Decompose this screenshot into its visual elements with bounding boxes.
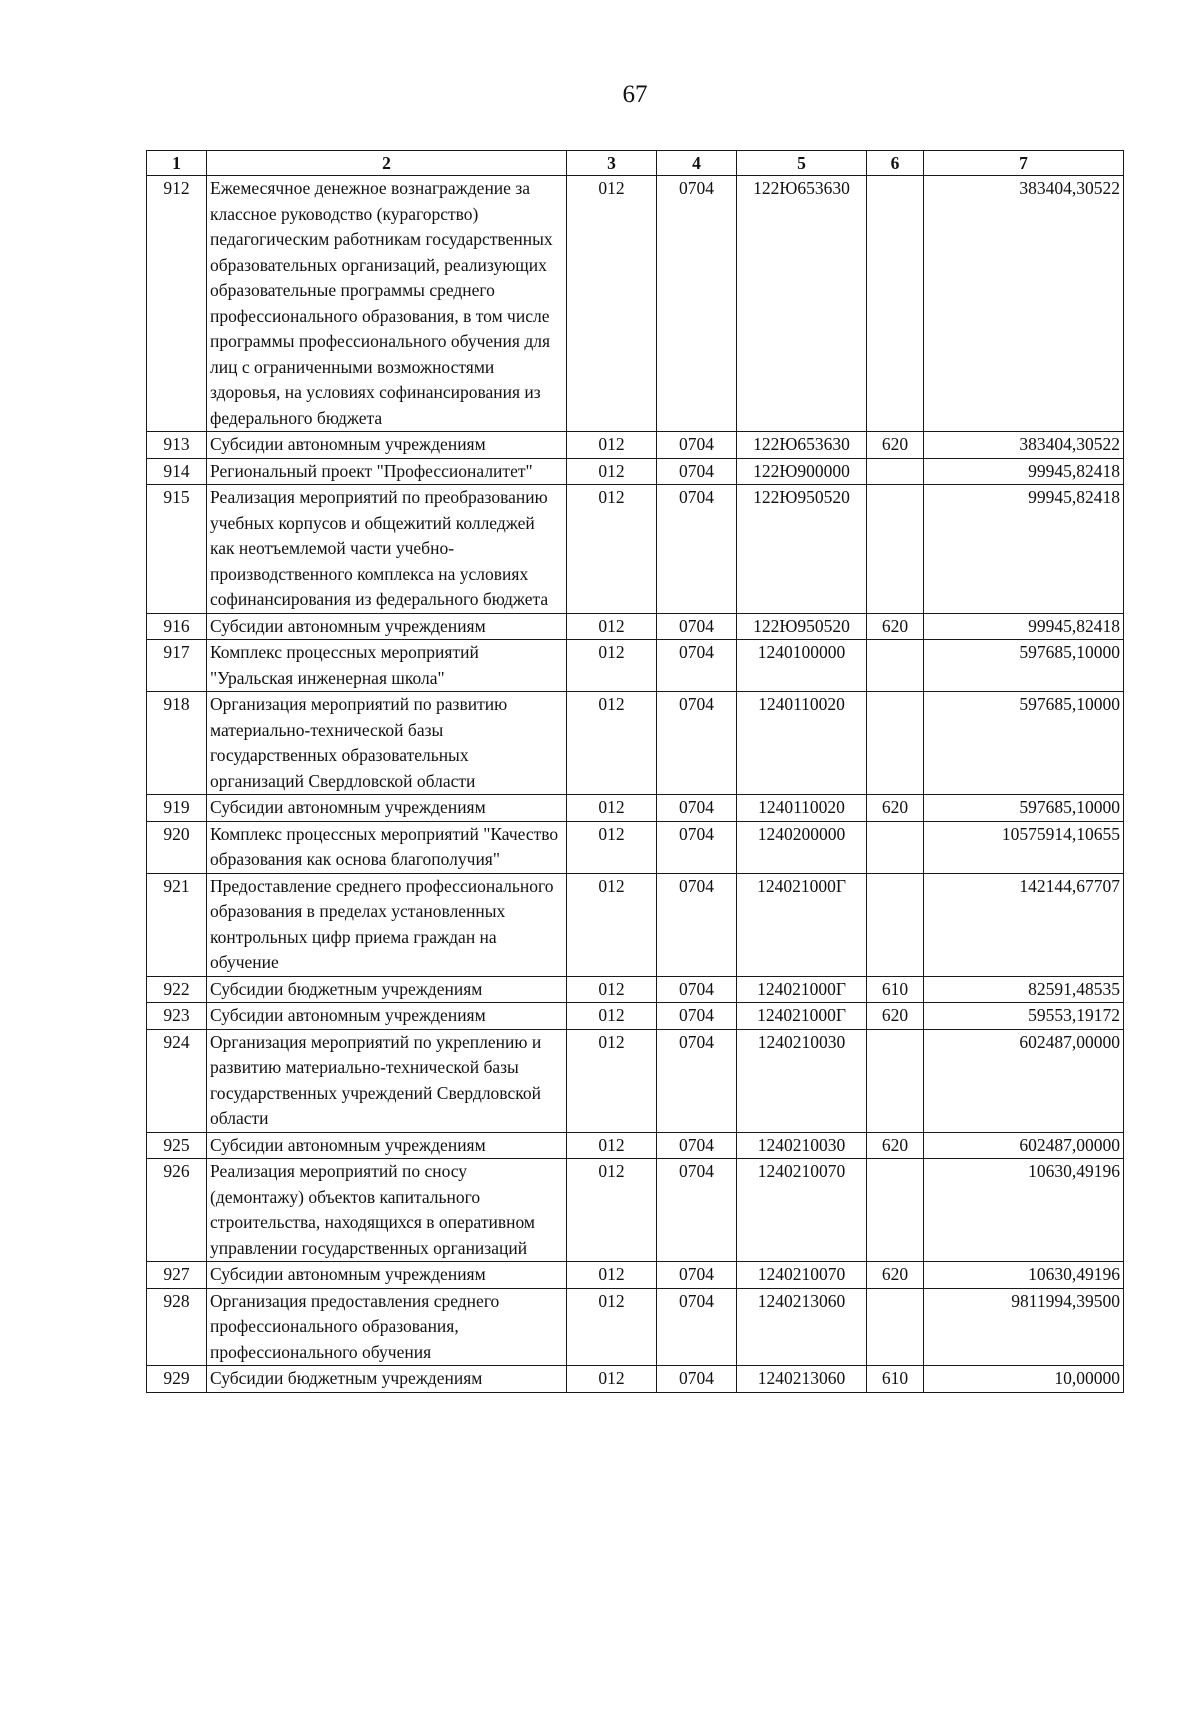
cell-section-code: 0704 bbox=[657, 613, 737, 640]
cell-section-code: 0704 bbox=[657, 458, 737, 485]
cell-amount: 10,00000 bbox=[924, 1366, 1124, 1393]
cell-amount: 142144,67707 bbox=[924, 873, 1124, 976]
cell-row-number: 920 bbox=[147, 821, 207, 873]
cell-target-article-code: 1240110020 bbox=[737, 692, 867, 795]
cell-item-name: Субсидии автономным учреждениям bbox=[207, 1003, 567, 1030]
cell-target-article-code: 1240213060 bbox=[737, 1288, 867, 1366]
cell-row-number: 919 bbox=[147, 795, 207, 822]
cell-expense-type-code: 610 bbox=[867, 1366, 924, 1393]
cell-amount: 597685,10000 bbox=[924, 795, 1124, 822]
cell-expense-type-code: 620 bbox=[867, 432, 924, 459]
cell-department-code: 012 bbox=[567, 692, 657, 795]
cell-item-name: Субсидии автономным учреждениям bbox=[207, 613, 567, 640]
cell-expense-type-code bbox=[867, 1159, 924, 1262]
cell-target-article-code: 122Ю653630 bbox=[737, 432, 867, 459]
cell-department-code: 012 bbox=[567, 176, 657, 432]
cell-amount: 9811994,39500 bbox=[924, 1288, 1124, 1366]
cell-expense-type-code: 620 bbox=[867, 795, 924, 822]
cell-section-code: 0704 bbox=[657, 1366, 737, 1393]
cell-section-code: 0704 bbox=[657, 1029, 737, 1132]
cell-expense-type-code: 610 bbox=[867, 976, 924, 1003]
cell-target-article-code: 1240210070 bbox=[737, 1262, 867, 1289]
cell-target-article-code: 122Ю900000 bbox=[737, 458, 867, 485]
column-header: 6 bbox=[867, 151, 924, 176]
cell-department-code: 012 bbox=[567, 1159, 657, 1262]
cell-row-number: 929 bbox=[147, 1366, 207, 1393]
table-row bbox=[147, 795, 1124, 822]
cell-target-article-code: 1240200000 bbox=[737, 821, 867, 873]
cell-target-article-code: 1240210030 bbox=[737, 1029, 867, 1132]
page-number: 67 bbox=[622, 81, 648, 108]
cell-target-article-code: 124021000Г bbox=[737, 873, 867, 976]
cell-row-number: 923 bbox=[147, 1003, 207, 1030]
table-row bbox=[147, 1132, 1124, 1159]
cell-target-article-code: 122Ю653630 bbox=[737, 176, 867, 432]
table-row bbox=[147, 1262, 1124, 1289]
cell-expense-type-code: 620 bbox=[867, 1132, 924, 1159]
cell-item-name: Реализация мероприятий по сносу (демонтажу) объектов капитального строительства, находящихся в оперативном управлении государственных организаций bbox=[207, 1159, 567, 1262]
table-row bbox=[147, 1366, 1124, 1393]
table-row bbox=[147, 692, 1124, 795]
cell-item-name: Региональный проект "Профессионалитет" bbox=[207, 458, 567, 485]
cell-department-code: 012 bbox=[567, 976, 657, 1003]
cell-section-code: 0704 bbox=[657, 432, 737, 459]
cell-target-article-code: 1240210070 bbox=[737, 1159, 867, 1262]
cell-row-number: 921 bbox=[147, 873, 207, 976]
cell-department-code: 012 bbox=[567, 873, 657, 976]
cell-item-name: Предоставление среднего профессионального образования в пределах установленных контрольных цифр приема граждан на обучение bbox=[207, 873, 567, 976]
cell-expense-type-code bbox=[867, 1288, 924, 1366]
cell-target-article-code: 124021000Г bbox=[737, 1003, 867, 1030]
cell-item-name: Организация мероприятий по укреплению и развитию материально-технической базы государственных учреждений Свердловской области bbox=[207, 1029, 567, 1132]
cell-item-name: Организация предоставления среднего профессионального образования, профессионального обучения bbox=[207, 1288, 567, 1366]
cell-section-code: 0704 bbox=[657, 1003, 737, 1030]
cell-item-name: Субсидии бюджетным учреждениям bbox=[207, 1366, 567, 1393]
cell-department-code: 012 bbox=[567, 458, 657, 485]
cell-row-number: 925 bbox=[147, 1132, 207, 1159]
cell-row-number: 927 bbox=[147, 1262, 207, 1289]
table-row bbox=[147, 432, 1124, 459]
table-row bbox=[147, 821, 1124, 873]
cell-department-code: 012 bbox=[567, 485, 657, 614]
cell-item-name: Ежемесячное денежное вознаграждение за классное руководство (курагорство) педагогическим работникам государственных образовательных организаций, реализующих образовательные программы среднего профессионального образования, в том числе программы профессионального обучения для лиц с ограниченными возможностями здоровья, на условиях софинансирования из федерального бюджета bbox=[207, 176, 567, 432]
cell-item-name: Организация мероприятий по развитию материально-технической базы государственных образовательных организаций Свердловской области bbox=[207, 692, 567, 795]
cell-row-number: 926 bbox=[147, 1159, 207, 1262]
table-row bbox=[147, 1159, 1124, 1262]
column-header: 1 bbox=[147, 151, 207, 176]
cell-department-code: 012 bbox=[567, 432, 657, 459]
cell-department-code: 012 bbox=[567, 613, 657, 640]
cell-amount: 602487,00000 bbox=[924, 1132, 1124, 1159]
cell-section-code: 0704 bbox=[657, 176, 737, 432]
table-header-row bbox=[147, 151, 1124, 176]
cell-amount: 10630,49196 bbox=[924, 1159, 1124, 1262]
cell-expense-type-code: 620 bbox=[867, 1262, 924, 1289]
cell-department-code: 012 bbox=[567, 1288, 657, 1366]
cell-item-name: Субсидии автономным учреждениям bbox=[207, 1132, 567, 1159]
table-row bbox=[147, 873, 1124, 976]
cell-amount: 597685,10000 bbox=[924, 640, 1124, 692]
cell-item-name: Комплекс процессных мероприятий "Качество образования как основа благополучия" bbox=[207, 821, 567, 873]
cell-row-number: 918 bbox=[147, 692, 207, 795]
cell-row-number: 912 bbox=[147, 176, 207, 432]
budget-table bbox=[146, 150, 1124, 1393]
cell-amount: 10575914,10655 bbox=[924, 821, 1124, 873]
cell-expense-type-code: 620 bbox=[867, 1003, 924, 1030]
cell-section-code: 0704 bbox=[657, 692, 737, 795]
cell-department-code: 012 bbox=[567, 1029, 657, 1132]
cell-department-code: 012 bbox=[567, 1003, 657, 1030]
column-header: 3 bbox=[567, 151, 657, 176]
table-row bbox=[147, 976, 1124, 1003]
cell-section-code: 0704 bbox=[657, 485, 737, 614]
cell-expense-type-code bbox=[867, 640, 924, 692]
cell-department-code: 012 bbox=[567, 821, 657, 873]
cell-section-code: 0704 bbox=[657, 795, 737, 822]
cell-amount: 99945,82418 bbox=[924, 458, 1124, 485]
table-row bbox=[147, 1003, 1124, 1030]
cell-target-article-code: 124021000Г bbox=[737, 976, 867, 1003]
table-row bbox=[147, 1288, 1124, 1366]
cell-row-number: 922 bbox=[147, 976, 207, 1003]
cell-department-code: 012 bbox=[567, 640, 657, 692]
cell-amount: 99945,82418 bbox=[924, 613, 1124, 640]
cell-expense-type-code bbox=[867, 485, 924, 614]
column-header: 4 bbox=[657, 151, 737, 176]
cell-item-name: Реализация мероприятий по преобразованию учебных корпусов и общежитий колледжей как неотъемлемой части учебно-производственного комплекса на условиях софинансирования из федерального бюджета bbox=[207, 485, 567, 614]
table-row bbox=[147, 1029, 1124, 1132]
cell-amount: 383404,30522 bbox=[924, 176, 1124, 432]
cell-department-code: 012 bbox=[567, 1262, 657, 1289]
cell-expense-type-code bbox=[867, 873, 924, 976]
cell-target-article-code: 1240213060 bbox=[737, 1366, 867, 1393]
cell-amount: 10630,49196 bbox=[924, 1262, 1124, 1289]
cell-row-number: 917 bbox=[147, 640, 207, 692]
cell-section-code: 0704 bbox=[657, 1159, 737, 1262]
cell-expense-type-code bbox=[867, 176, 924, 432]
column-header: 7 bbox=[924, 151, 1124, 176]
cell-row-number: 914 bbox=[147, 458, 207, 485]
cell-item-name: Субсидии автономным учреждениям bbox=[207, 1262, 567, 1289]
cell-department-code: 012 bbox=[567, 795, 657, 822]
cell-amount: 82591,48535 bbox=[924, 976, 1124, 1003]
cell-item-name: Субсидии автономным учреждениям bbox=[207, 432, 567, 459]
cell-item-name: Субсидии автономным учреждениям bbox=[207, 795, 567, 822]
cell-department-code: 012 bbox=[567, 1132, 657, 1159]
cell-row-number: 928 bbox=[147, 1288, 207, 1366]
cell-target-article-code: 1240110020 bbox=[737, 795, 867, 822]
cell-row-number: 913 bbox=[147, 432, 207, 459]
cell-expense-type-code: 620 bbox=[867, 613, 924, 640]
cell-expense-type-code bbox=[867, 821, 924, 873]
cell-row-number: 915 bbox=[147, 485, 207, 614]
cell-target-article-code: 1240100000 bbox=[737, 640, 867, 692]
cell-section-code: 0704 bbox=[657, 1288, 737, 1366]
cell-section-code: 0704 bbox=[657, 976, 737, 1003]
cell-section-code: 0704 bbox=[657, 640, 737, 692]
cell-amount: 602487,00000 bbox=[924, 1029, 1124, 1132]
cell-expense-type-code bbox=[867, 458, 924, 485]
cell-amount: 59553,19172 bbox=[924, 1003, 1124, 1030]
cell-target-article-code: 122Ю950520 bbox=[737, 485, 867, 614]
column-header: 2 bbox=[207, 151, 567, 176]
cell-target-article-code: 1240210030 bbox=[737, 1132, 867, 1159]
cell-row-number: 916 bbox=[147, 613, 207, 640]
cell-amount: 99945,82418 bbox=[924, 485, 1124, 614]
cell-section-code: 0704 bbox=[657, 1132, 737, 1159]
cell-department-code: 012 bbox=[567, 1366, 657, 1393]
cell-expense-type-code bbox=[867, 692, 924, 795]
table-body bbox=[147, 176, 1124, 1393]
cell-item-name: Комплекс процессных мероприятий "Уральская инженерная школа" bbox=[207, 640, 567, 692]
cell-section-code: 0704 bbox=[657, 821, 737, 873]
cell-row-number: 924 bbox=[147, 1029, 207, 1132]
table-row bbox=[147, 176, 1124, 432]
cell-amount: 383404,30522 bbox=[924, 432, 1124, 459]
table-row bbox=[147, 458, 1124, 485]
cell-section-code: 0704 bbox=[657, 1262, 737, 1289]
cell-section-code: 0704 bbox=[657, 873, 737, 976]
cell-item-name: Субсидии бюджетным учреждениям bbox=[207, 976, 567, 1003]
table-row bbox=[147, 485, 1124, 614]
table-row bbox=[147, 640, 1124, 692]
cell-target-article-code: 122Ю950520 bbox=[737, 613, 867, 640]
cell-expense-type-code bbox=[867, 1029, 924, 1132]
table-row bbox=[147, 613, 1124, 640]
cell-amount: 597685,10000 bbox=[924, 692, 1124, 795]
column-header: 5 bbox=[737, 151, 867, 176]
